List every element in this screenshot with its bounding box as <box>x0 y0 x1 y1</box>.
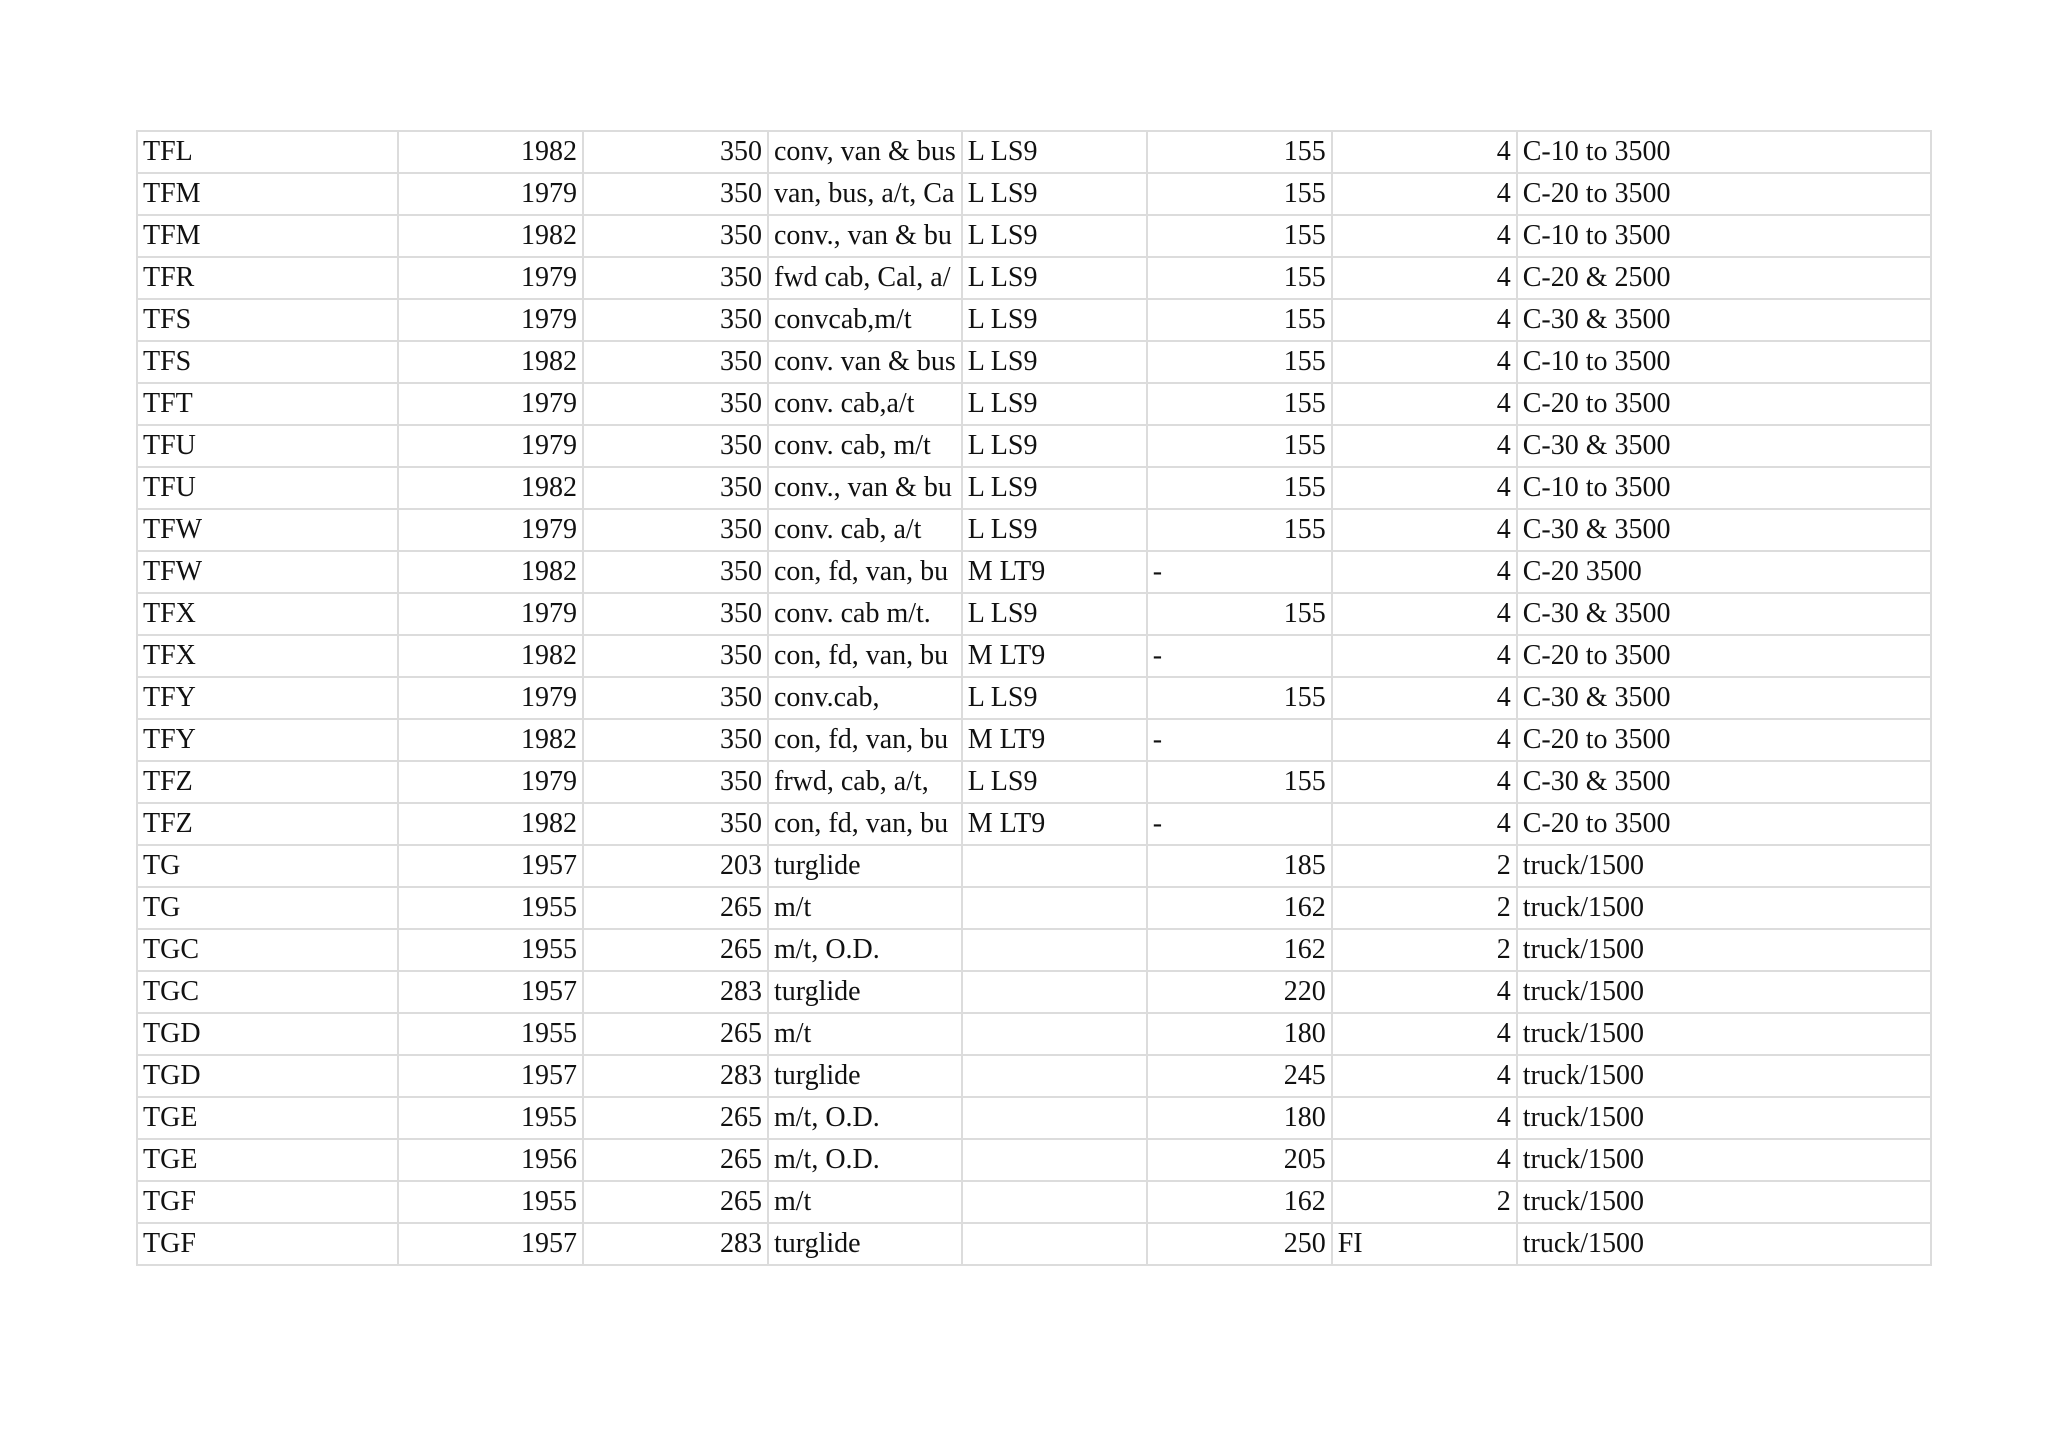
year-cell[interactable]: 1955 <box>398 1097 583 1139</box>
application-cell[interactable]: truck/1500 <box>1517 1013 1931 1055</box>
description-cell[interactable]: turglide <box>768 1223 962 1265</box>
code-cell[interactable]: TFS <box>137 341 398 383</box>
table-row <box>137 383 1931 425</box>
year-cell[interactable]: 1957 <box>398 971 583 1013</box>
year-cell[interactable]: 1982 <box>398 635 583 677</box>
hp-cell[interactable]: - <box>1147 551 1332 593</box>
description-cell[interactable]: turglide <box>768 971 962 1013</box>
year-cell[interactable]: 1957 <box>398 1223 583 1265</box>
rpo-cell[interactable]: L LS9 <box>962 341 1147 383</box>
code-cell[interactable]: TFT <box>137 383 398 425</box>
spreadsheet-table <box>136 130 1932 1266</box>
cid-cell[interactable]: 265 <box>583 1139 768 1181</box>
code-cell[interactable]: TFX <box>137 635 398 677</box>
year-cell[interactable]: 1979 <box>398 509 583 551</box>
table-row <box>137 425 1931 467</box>
description-cell[interactable]: con, fd, van, bu <box>768 803 962 845</box>
cid-cell[interactable]: 265 <box>583 1181 768 1223</box>
hp-cell[interactable]: - <box>1147 719 1332 761</box>
code-cell[interactable]: TFM <box>137 173 398 215</box>
application-cell[interactable]: C-20 to 3500 <box>1517 383 1931 425</box>
code-cell[interactable]: TFR <box>137 257 398 299</box>
carb-cell[interactable]: FI <box>1332 1223 1517 1265</box>
table-row <box>137 257 1931 299</box>
code-cell[interactable]: TFZ <box>137 761 398 803</box>
code-cell[interactable]: TGC <box>137 971 398 1013</box>
table-row <box>137 635 1931 677</box>
hp-cell[interactable]: 155 <box>1147 257 1332 299</box>
cid-cell[interactable]: 283 <box>583 1055 768 1097</box>
table-row <box>137 1223 1931 1265</box>
rpo-cell[interactable]: L LS9 <box>962 677 1147 719</box>
year-cell[interactable]: 1982 <box>398 551 583 593</box>
code-cell[interactable]: TGE <box>137 1139 398 1181</box>
rpo-cell[interactable]: L LS9 <box>962 425 1147 467</box>
cid-cell[interactable]: 350 <box>583 257 768 299</box>
hp-cell[interactable]: 155 <box>1147 509 1332 551</box>
carb-cell[interactable]: 2 <box>1332 887 1517 929</box>
year-cell[interactable]: 1979 <box>398 257 583 299</box>
table-row <box>137 887 1931 929</box>
hp-cell[interactable]: 155 <box>1147 761 1332 803</box>
rpo-cell[interactable] <box>962 1181 1147 1223</box>
description-cell[interactable]: conv.cab, <box>768 677 962 719</box>
application-cell[interactable]: truck/1500 <box>1517 845 1931 887</box>
application-cell[interactable]: truck/1500 <box>1517 1139 1931 1181</box>
code-cell[interactable]: TFM <box>137 215 398 257</box>
year-cell[interactable]: 1982 <box>398 215 583 257</box>
cid-cell[interactable]: 350 <box>583 425 768 467</box>
year-cell[interactable]: 1979 <box>398 761 583 803</box>
rpo-cell[interactable]: L LS9 <box>962 215 1147 257</box>
application-cell[interactable]: truck/1500 <box>1517 887 1931 929</box>
year-cell[interactable]: 1979 <box>398 677 583 719</box>
table-row <box>137 761 1931 803</box>
hp-cell[interactable]: 220 <box>1147 971 1332 1013</box>
application-cell[interactable]: C-20 & 2500 <box>1517 257 1931 299</box>
code-cell[interactable]: TFU <box>137 467 398 509</box>
cid-cell[interactable]: 350 <box>583 341 768 383</box>
cid-cell[interactable]: 350 <box>583 803 768 845</box>
carb-cell[interactable]: 2 <box>1332 845 1517 887</box>
application-cell[interactable]: C-20 to 3500 <box>1517 719 1931 761</box>
rpo-cell[interactable] <box>962 1013 1147 1055</box>
description-cell[interactable]: frwd, cab, a/t, <box>768 761 962 803</box>
rpo-cell[interactable] <box>962 1139 1147 1181</box>
year-cell[interactable]: 1982 <box>398 803 583 845</box>
description-cell[interactable]: m/t, O.D. <box>768 929 962 971</box>
code-cell[interactable]: TGF <box>137 1181 398 1223</box>
cid-cell[interactable]: 350 <box>583 593 768 635</box>
application-cell[interactable]: C-30 & 3500 <box>1517 593 1931 635</box>
description-cell[interactable]: con, fd, van, bu <box>768 719 962 761</box>
description-cell[interactable]: conv. cab m/t. <box>768 593 962 635</box>
carb-cell[interactable]: 4 <box>1332 467 1517 509</box>
application-cell[interactable]: truck/1500 <box>1517 1181 1931 1223</box>
rpo-cell[interactable] <box>962 887 1147 929</box>
cid-cell[interactable]: 350 <box>583 677 768 719</box>
code-cell[interactable]: TFY <box>137 677 398 719</box>
carb-cell[interactable]: 4 <box>1332 803 1517 845</box>
application-cell[interactable]: C-30 & 3500 <box>1517 425 1931 467</box>
year-cell[interactable]: 1979 <box>398 425 583 467</box>
cid-cell[interactable]: 350 <box>583 299 768 341</box>
application-cell[interactable]: C-20 3500 <box>1517 551 1931 593</box>
carb-cell[interactable]: 4 <box>1332 719 1517 761</box>
carb-cell[interactable]: 4 <box>1332 131 1517 173</box>
rpo-cell[interactable] <box>962 1097 1147 1139</box>
year-cell[interactable]: 1982 <box>398 131 583 173</box>
hp-cell[interactable]: 185 <box>1147 845 1332 887</box>
carb-cell[interactable]: 4 <box>1332 593 1517 635</box>
cid-cell[interactable]: 350 <box>583 719 768 761</box>
cid-cell[interactable]: 283 <box>583 971 768 1013</box>
table-row <box>137 299 1931 341</box>
description-cell[interactable]: turglide <box>768 1055 962 1097</box>
carb-cell[interactable]: 4 <box>1332 1013 1517 1055</box>
carb-cell[interactable]: 4 <box>1332 173 1517 215</box>
rpo-cell[interactable]: L LS9 <box>962 761 1147 803</box>
description-cell[interactable]: m/t <box>768 887 962 929</box>
table-row <box>137 845 1931 887</box>
rpo-cell[interactable]: M LT9 <box>962 551 1147 593</box>
application-cell[interactable]: C-30 & 3500 <box>1517 761 1931 803</box>
year-cell[interactable]: 1982 <box>398 341 583 383</box>
description-cell[interactable]: conv. cab, a/t <box>768 509 962 551</box>
description-cell[interactable]: conv. cab,a/t <box>768 383 962 425</box>
rpo-cell[interactable] <box>962 971 1147 1013</box>
table-row <box>137 1097 1931 1139</box>
hp-cell[interactable]: 155 <box>1147 467 1332 509</box>
cid-cell[interactable]: 265 <box>583 887 768 929</box>
cid-cell[interactable]: 350 <box>583 551 768 593</box>
carb-cell[interactable]: 4 <box>1332 1139 1517 1181</box>
carb-cell[interactable]: 4 <box>1332 341 1517 383</box>
table-row <box>137 551 1931 593</box>
year-cell[interactable]: 1982 <box>398 467 583 509</box>
code-cell[interactable]: TFY <box>137 719 398 761</box>
hp-cell[interactable]: 155 <box>1147 299 1332 341</box>
code-cell[interactable]: TG <box>137 887 398 929</box>
carb-cell[interactable]: 4 <box>1332 257 1517 299</box>
code-cell[interactable]: TGD <box>137 1013 398 1055</box>
cid-cell[interactable]: 265 <box>583 1013 768 1055</box>
description-cell[interactable]: conv, van & bus <box>768 131 962 173</box>
year-cell[interactable]: 1956 <box>398 1139 583 1181</box>
hp-cell[interactable]: 162 <box>1147 887 1332 929</box>
rpo-cell[interactable]: L LS9 <box>962 593 1147 635</box>
hp-cell[interactable]: 180 <box>1147 1097 1332 1139</box>
description-cell[interactable]: conv. cab, m/t <box>768 425 962 467</box>
carb-cell[interactable]: 4 <box>1332 425 1517 467</box>
cid-cell[interactable]: 350 <box>583 761 768 803</box>
rpo-cell[interactable]: L LS9 <box>962 509 1147 551</box>
hp-cell[interactable]: 205 <box>1147 1139 1332 1181</box>
hp-cell[interactable]: 155 <box>1147 425 1332 467</box>
application-cell[interactable]: truck/1500 <box>1517 929 1931 971</box>
table-row <box>137 1055 1931 1097</box>
application-cell[interactable]: C-30 & 3500 <box>1517 677 1931 719</box>
description-cell[interactable]: m/t, O.D. <box>768 1139 962 1181</box>
carb-cell[interactable]: 4 <box>1332 215 1517 257</box>
hp-cell[interactable]: - <box>1147 803 1332 845</box>
application-cell[interactable]: truck/1500 <box>1517 1223 1931 1265</box>
cid-cell[interactable]: 203 <box>583 845 768 887</box>
code-cell[interactable]: TFW <box>137 509 398 551</box>
rpo-cell[interactable]: L LS9 <box>962 257 1147 299</box>
rpo-cell[interactable]: M LT9 <box>962 803 1147 845</box>
rpo-cell[interactable] <box>962 845 1147 887</box>
code-cell[interactable]: TGD <box>137 1055 398 1097</box>
table-row <box>137 215 1931 257</box>
carb-cell[interactable]: 2 <box>1332 1181 1517 1223</box>
year-cell[interactable]: 1955 <box>398 887 583 929</box>
table-row <box>137 677 1931 719</box>
hp-cell[interactable]: 162 <box>1147 1181 1332 1223</box>
year-cell[interactable]: 1979 <box>398 173 583 215</box>
carb-cell[interactable]: 4 <box>1332 635 1517 677</box>
rpo-cell[interactable]: L LS9 <box>962 299 1147 341</box>
year-cell[interactable]: 1955 <box>398 1013 583 1055</box>
table-row <box>137 1013 1931 1055</box>
code-cell[interactable]: TFZ <box>137 803 398 845</box>
year-cell[interactable]: 1955 <box>398 1181 583 1223</box>
table-row <box>137 593 1931 635</box>
rpo-cell[interactable]: L LS9 <box>962 467 1147 509</box>
rpo-cell[interactable]: L LS9 <box>962 173 1147 215</box>
rpo-cell[interactable] <box>962 929 1147 971</box>
rpo-cell[interactable]: L LS9 <box>962 383 1147 425</box>
carb-cell[interactable]: 4 <box>1332 761 1517 803</box>
hp-cell[interactable]: 180 <box>1147 1013 1332 1055</box>
table-body <box>137 131 1931 1265</box>
application-cell[interactable]: truck/1500 <box>1517 1055 1931 1097</box>
cid-cell[interactable]: 265 <box>583 1097 768 1139</box>
table-row <box>137 341 1931 383</box>
description-cell[interactable]: m/t, O.D. <box>768 1097 962 1139</box>
code-cell[interactable]: TG <box>137 845 398 887</box>
table-row <box>137 803 1931 845</box>
carb-cell[interactable]: 4 <box>1332 509 1517 551</box>
carb-cell[interactable]: 4 <box>1332 299 1517 341</box>
description-cell[interactable]: m/t <box>768 1013 962 1055</box>
table-row <box>137 467 1931 509</box>
table-row <box>137 509 1931 551</box>
year-cell[interactable]: 1979 <box>398 383 583 425</box>
hp-cell[interactable]: 250 <box>1147 1223 1332 1265</box>
application-cell[interactable]: C-10 to 3500 <box>1517 341 1931 383</box>
hp-cell[interactable]: 155 <box>1147 593 1332 635</box>
application-cell[interactable]: C-20 to 3500 <box>1517 173 1931 215</box>
description-cell[interactable]: m/t <box>768 1181 962 1223</box>
table-row <box>137 971 1931 1013</box>
application-cell[interactable]: C-20 to 3500 <box>1517 803 1931 845</box>
description-cell[interactable]: van, bus, a/t, Ca <box>768 173 962 215</box>
table-row <box>137 1139 1931 1181</box>
carb-cell[interactable]: 2 <box>1332 929 1517 971</box>
description-cell[interactable]: con, fd, van, bu <box>768 551 962 593</box>
year-cell[interactable]: 1957 <box>398 1055 583 1097</box>
description-cell[interactable]: turglide <box>768 845 962 887</box>
description-cell[interactable]: conv., van & bu <box>768 467 962 509</box>
hp-cell[interactable]: 155 <box>1147 383 1332 425</box>
table-row <box>137 719 1931 761</box>
rpo-cell[interactable]: M LT9 <box>962 719 1147 761</box>
year-cell[interactable]: 1982 <box>398 719 583 761</box>
application-cell[interactable]: C-10 to 3500 <box>1517 215 1931 257</box>
table-row <box>137 1181 1931 1223</box>
cid-cell[interactable]: 350 <box>583 467 768 509</box>
cid-cell[interactable]: 350 <box>583 635 768 677</box>
year-cell[interactable]: 1979 <box>398 593 583 635</box>
cid-cell[interactable]: 350 <box>583 131 768 173</box>
code-cell[interactable]: TGE <box>137 1097 398 1139</box>
hp-cell[interactable]: 155 <box>1147 215 1332 257</box>
hp-cell[interactable]: 245 <box>1147 1055 1332 1097</box>
year-cell[interactable]: 1955 <box>398 929 583 971</box>
application-cell[interactable]: C-10 to 3500 <box>1517 467 1931 509</box>
carb-cell[interactable]: 4 <box>1332 1097 1517 1139</box>
application-cell[interactable]: truck/1500 <box>1517 971 1931 1013</box>
code-cell[interactable]: TFL <box>137 131 398 173</box>
table-row <box>137 173 1931 215</box>
cid-cell[interactable]: 350 <box>583 383 768 425</box>
hp-cell[interactable]: 155 <box>1147 173 1332 215</box>
year-cell[interactable]: 1979 <box>398 299 583 341</box>
carb-cell[interactable]: 4 <box>1332 971 1517 1013</box>
application-cell[interactable]: C-20 to 3500 <box>1517 635 1931 677</box>
code-cell[interactable]: TFW <box>137 551 398 593</box>
hp-cell[interactable]: - <box>1147 635 1332 677</box>
description-cell[interactable]: conv. van & bus <box>768 341 962 383</box>
application-cell[interactable]: C-30 & 3500 <box>1517 299 1931 341</box>
description-cell[interactable]: con, fd, van, bu <box>768 635 962 677</box>
application-cell[interactable]: C-10 to 3500 <box>1517 131 1931 173</box>
cid-cell[interactable]: 283 <box>583 1223 768 1265</box>
rpo-cell[interactable]: L LS9 <box>962 131 1147 173</box>
cid-cell[interactable]: 350 <box>583 173 768 215</box>
code-cell[interactable]: TFS <box>137 299 398 341</box>
hp-cell[interactable]: 155 <box>1147 677 1332 719</box>
rpo-cell[interactable] <box>962 1223 1147 1265</box>
carb-cell[interactable]: 4 <box>1332 551 1517 593</box>
rpo-cell[interactable]: M LT9 <box>962 635 1147 677</box>
hp-cell[interactable]: 162 <box>1147 929 1332 971</box>
carb-cell[interactable]: 4 <box>1332 383 1517 425</box>
application-cell[interactable]: C-30 & 3500 <box>1517 509 1931 551</box>
description-cell[interactable]: fwd cab, Cal, a/ <box>768 257 962 299</box>
table-row <box>137 131 1931 173</box>
code-cell[interactable]: TFX <box>137 593 398 635</box>
carb-cell[interactable]: 4 <box>1332 677 1517 719</box>
code-cell[interactable]: TGC <box>137 929 398 971</box>
application-cell[interactable]: truck/1500 <box>1517 1097 1931 1139</box>
cid-cell[interactable]: 350 <box>583 215 768 257</box>
cid-cell[interactable]: 265 <box>583 929 768 971</box>
description-cell[interactable]: conv., van & bu <box>768 215 962 257</box>
carb-cell[interactable]: 4 <box>1332 1055 1517 1097</box>
hp-cell[interactable]: 155 <box>1147 131 1332 173</box>
code-cell[interactable]: TGF <box>137 1223 398 1265</box>
year-cell[interactable]: 1957 <box>398 845 583 887</box>
table-row <box>137 929 1931 971</box>
rpo-cell[interactable] <box>962 1055 1147 1097</box>
hp-cell[interactable]: 155 <box>1147 341 1332 383</box>
description-cell[interactable]: convcab,m/t <box>768 299 962 341</box>
cid-cell[interactable]: 350 <box>583 509 768 551</box>
code-cell[interactable]: TFU <box>137 425 398 467</box>
